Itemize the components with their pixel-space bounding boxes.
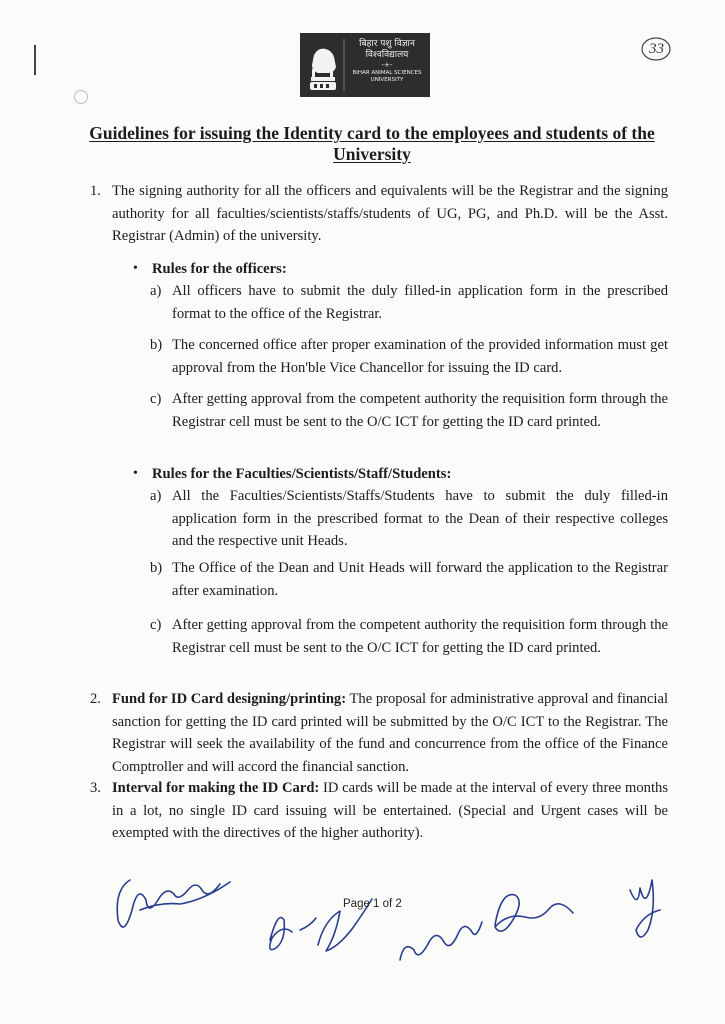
- officers-item-c-text: After getting approval from the competent authority the requisition form through the Registrar cell must be sent to the O/C ICT for getting the ID card printed.: [172, 391, 668, 430]
- point-3-number: 3.: [90, 780, 101, 796]
- logo-english-line-1: BIHAR ANIMAL SCIENCES: [352, 70, 422, 76]
- handwritten-page-number: [643, 40, 673, 64]
- document-title: Guidelines for issuing the Identity card to the employees and students of the University: [89, 123, 655, 164]
- logo-text-block: [348, 39, 426, 84]
- margin-mark: [34, 45, 36, 75]
- officers-item-b-letter: b): [150, 337, 163, 353]
- page-stamp-number: 33: [649, 41, 664, 57]
- point-3-text: ID cards will be made at the interval of every three months in a lot, no single ID card issuing will be entertained. (Special and Urgent cases will be exempted with the directives of the higher authority).: [112, 780, 668, 841]
- section-1-number: 1.: [90, 183, 101, 199]
- faculties-heading: Rules for the Faculties/Scientists/Staff/Students:: [152, 466, 452, 482]
- university-logo: [300, 33, 430, 97]
- signature-3-icon: [400, 922, 482, 960]
- officers-item-b-text: The concerned office after proper examination of the provided information must get approval from the Hon'ble Vice Chancellor for issuing the ID card.: [172, 337, 668, 376]
- bullet-dot-icon: •: [133, 466, 138, 481]
- signature-4-icon: [495, 895, 573, 932]
- logo-divider: -+-: [381, 61, 393, 69]
- signature-5-icon: [630, 880, 660, 937]
- faculties-item-a-text: All the Faculties/Scientists/Staffs/Students have to submit the duly filled-in application form in the prescribed format to the Dean of their respective colleges and the respective unit Heads.: [172, 488, 668, 549]
- signatures-area: [0, 850, 725, 1000]
- officers-item-a-letter: a): [150, 283, 162, 299]
- faculties-item-b-text: The Office of the Dean and Unit Heads will forward the application to the Registrar after examination.: [172, 560, 668, 599]
- faculties-item-c-letter: c): [150, 617, 162, 633]
- point-3-paragraph: [112, 777, 668, 845]
- faculties-item-a-letter: a): [150, 488, 162, 504]
- punch-hole-mark: [74, 90, 88, 104]
- point-2-text: The proposal for administrative approval and financial sanction for getting the ID card printed will be submitted by the O/C ICT to the Registrar. The Registrar will seek the availability of the fund and concurrence from the office of the Finance Comptroller and will accord the financial sanction.: [112, 691, 669, 775]
- signature-1-icon: [117, 880, 230, 927]
- officers-heading: Rules for the officers:: [152, 261, 287, 277]
- logo-english-line-2: UNIVERSITY: [370, 77, 404, 83]
- bullet-dot-icon: •: [133, 261, 138, 276]
- point-2-paragraph: [112, 688, 668, 778]
- section-1-text: The signing authority for all the officers and equivalents will be the Registrar and the signing authority for all faculties/scientists/staffs/students of UG, PG, and Ph.D. will be the Asst. Registrar (Admin) of the university.: [112, 183, 668, 244]
- officers-item-a-text: All officers have to submit the duly filled-in application form in the prescribed format to the office of the Registrar.: [172, 283, 668, 322]
- faculties-item-b-letter: b): [150, 560, 163, 576]
- page-footer: Page 1 of 2: [343, 898, 402, 910]
- point-3-label: Interval for making the ID Card:: [112, 780, 320, 796]
- point-2-number: 2.: [90, 691, 101, 707]
- point-2-label: Fund for ID Card designing/printing:: [112, 691, 347, 707]
- officers-item-c-letter: c): [150, 391, 162, 407]
- logo-hindi-line-1: बिहार पशु विज्ञान: [359, 39, 415, 49]
- logo-hindi-line-2: विश्वविद्यालय: [365, 50, 409, 60]
- faculties-item-c-text: After getting approval from the competent authority the requisition form through the Registrar cell must be sent to the O/C ICT for getting the ID card printed.: [172, 617, 668, 656]
